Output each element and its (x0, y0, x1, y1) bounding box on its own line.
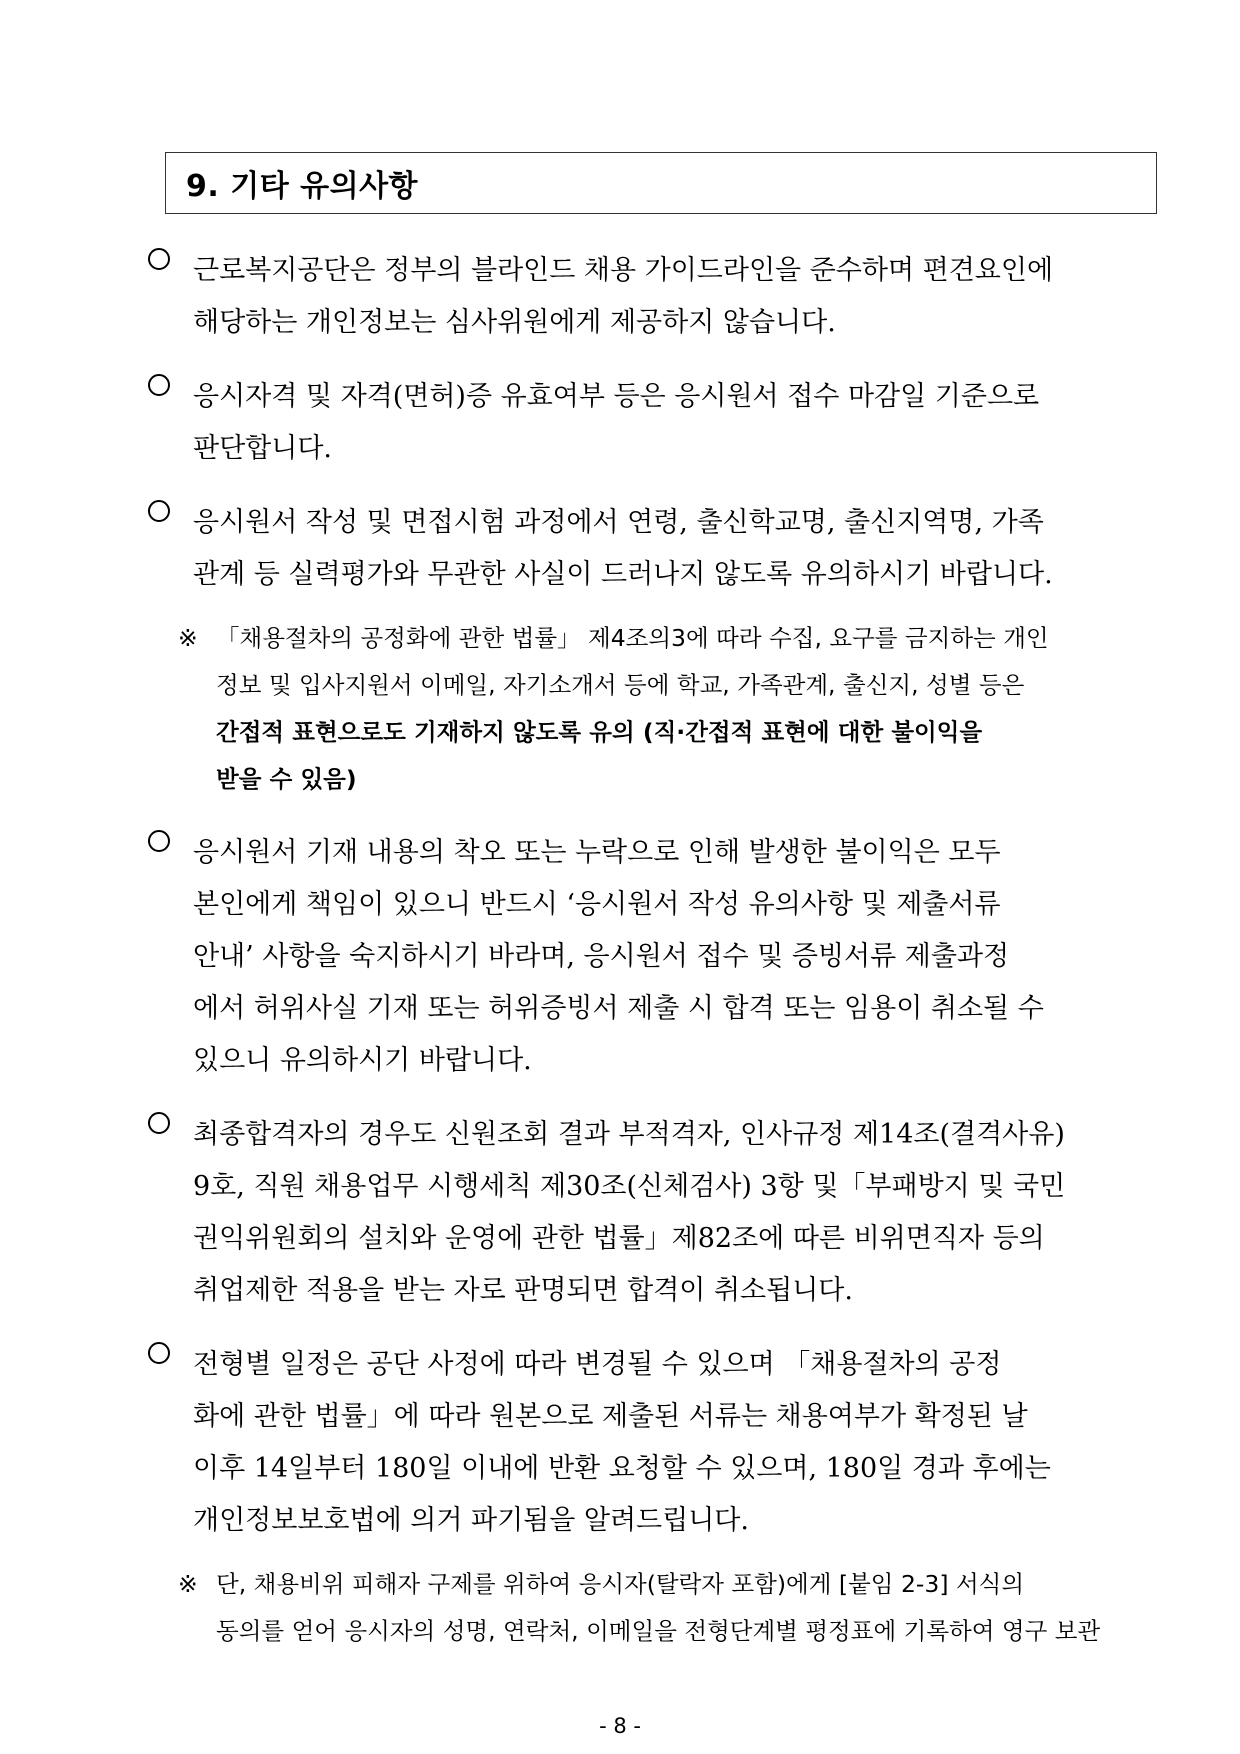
circle-bullet-icon (148, 248, 170, 270)
content-body (148, 245, 1118, 1679)
circle-bullet-icon (148, 500, 170, 522)
bullet-item-blind-hiring: 근로복지공단은 정부의 블라인드 채용 가이드라인을 준수하며 편견요인에 해당하는 개인정보는 심사위원에게 제공하지 않습니다. (148, 245, 1118, 349)
page-number: - 8 - (599, 1714, 641, 1738)
bullet-item-schedule-documents: 전형별 일정은 공단 사정에 따라 변경될 수 있으며 「채용절차의 공정 화에 관한 법률」에 따라 원본으로 제출된 서류는 채용여부가 확정된 날 이후 14일부터 180일 이내에 반환 요청할 수 있으며, 180일 경과 후에는 개인정보보호법에 의거 파기됨을 알려드립니다. (148, 1339, 1118, 1547)
section-header-box (165, 152, 1157, 214)
note-record-retention: ※ 단, 채용비위 피해자 구제를 위하여 응시자(탈락자 포함)에게 [붙임 2-3] 서식의 동의를 얻어 응시자의 성명, 연락처, 이메일을 전형단계별 평정표에 기록하여 영구 보관 (148, 1561, 1118, 1655)
circle-bullet-icon (148, 1112, 170, 1134)
bullet-item-personal-info: 응시원서 작성 및 면접시험 과정에서 연령, 출신학교명, 출신지역명, 가족 관계 등 실력평가와 무관한 사실이 드러나지 않도록 유의하시기 바랍니다. (148, 497, 1118, 601)
note-blind-hiring-law: ※ 「채용절차의 공정화에 관한 법률」 제4조의3에 따라 수집, 요구를 금지하는 개인 정보 및 입사지원서 이메일, 자기소개서 등에 학교, 가족관계, 출신지, 성별 등은 간접적 표현으로도 기재하지 않도록 유의 (직·간접적 표현에 대한 불이익을 받을 수 있음) (148, 615, 1118, 803)
bullet-item-qualification-date: 응시자격 및 자격(면허)증 유효여부 등은 응시원서 접수 마감일 기준으로 판단합니다. (148, 371, 1118, 475)
circle-bullet-icon (148, 374, 170, 396)
circle-bullet-icon (148, 1342, 170, 1364)
circle-bullet-icon (148, 830, 170, 852)
bullet-item-application-errors: 응시원서 기재 내용의 착오 또는 누락으로 인해 발생한 불이익은 모두 본인에게 책임이 있으니 반드시 ‘응시원서 작성 유의사항 및 제출서류 안내’ 사항을 숙지하시기 바라며, 응시원서 접수 및 증빙서류 제출과정 에서 허위사실 기재 또는 허위증빙서 제출 시 합격 또는 임용이 취소될 수 있으니 유의하시기 바랍니다. (148, 827, 1118, 1087)
bullet-item-disqualification: 최종합격자의 경우도 신원조회 결과 부적격자, 인사규정 제14조(결격사유) 9호, 직원 채용업무 시행세칙 제30조(신체검사) 3항 및「부패방지 및 국민 권익위원회의 설치와 운영에 관한 법률」제82조에 따른 비위면직자 등의 취업제한 적용을 받는 자로 판명되면 합격이 취소됩니다. (148, 1109, 1118, 1317)
reference-mark-icon: ※ (178, 624, 198, 652)
reference-mark-icon: ※ (178, 1570, 198, 1598)
section-title: 9. 기타 유의사항 (186, 169, 419, 204)
